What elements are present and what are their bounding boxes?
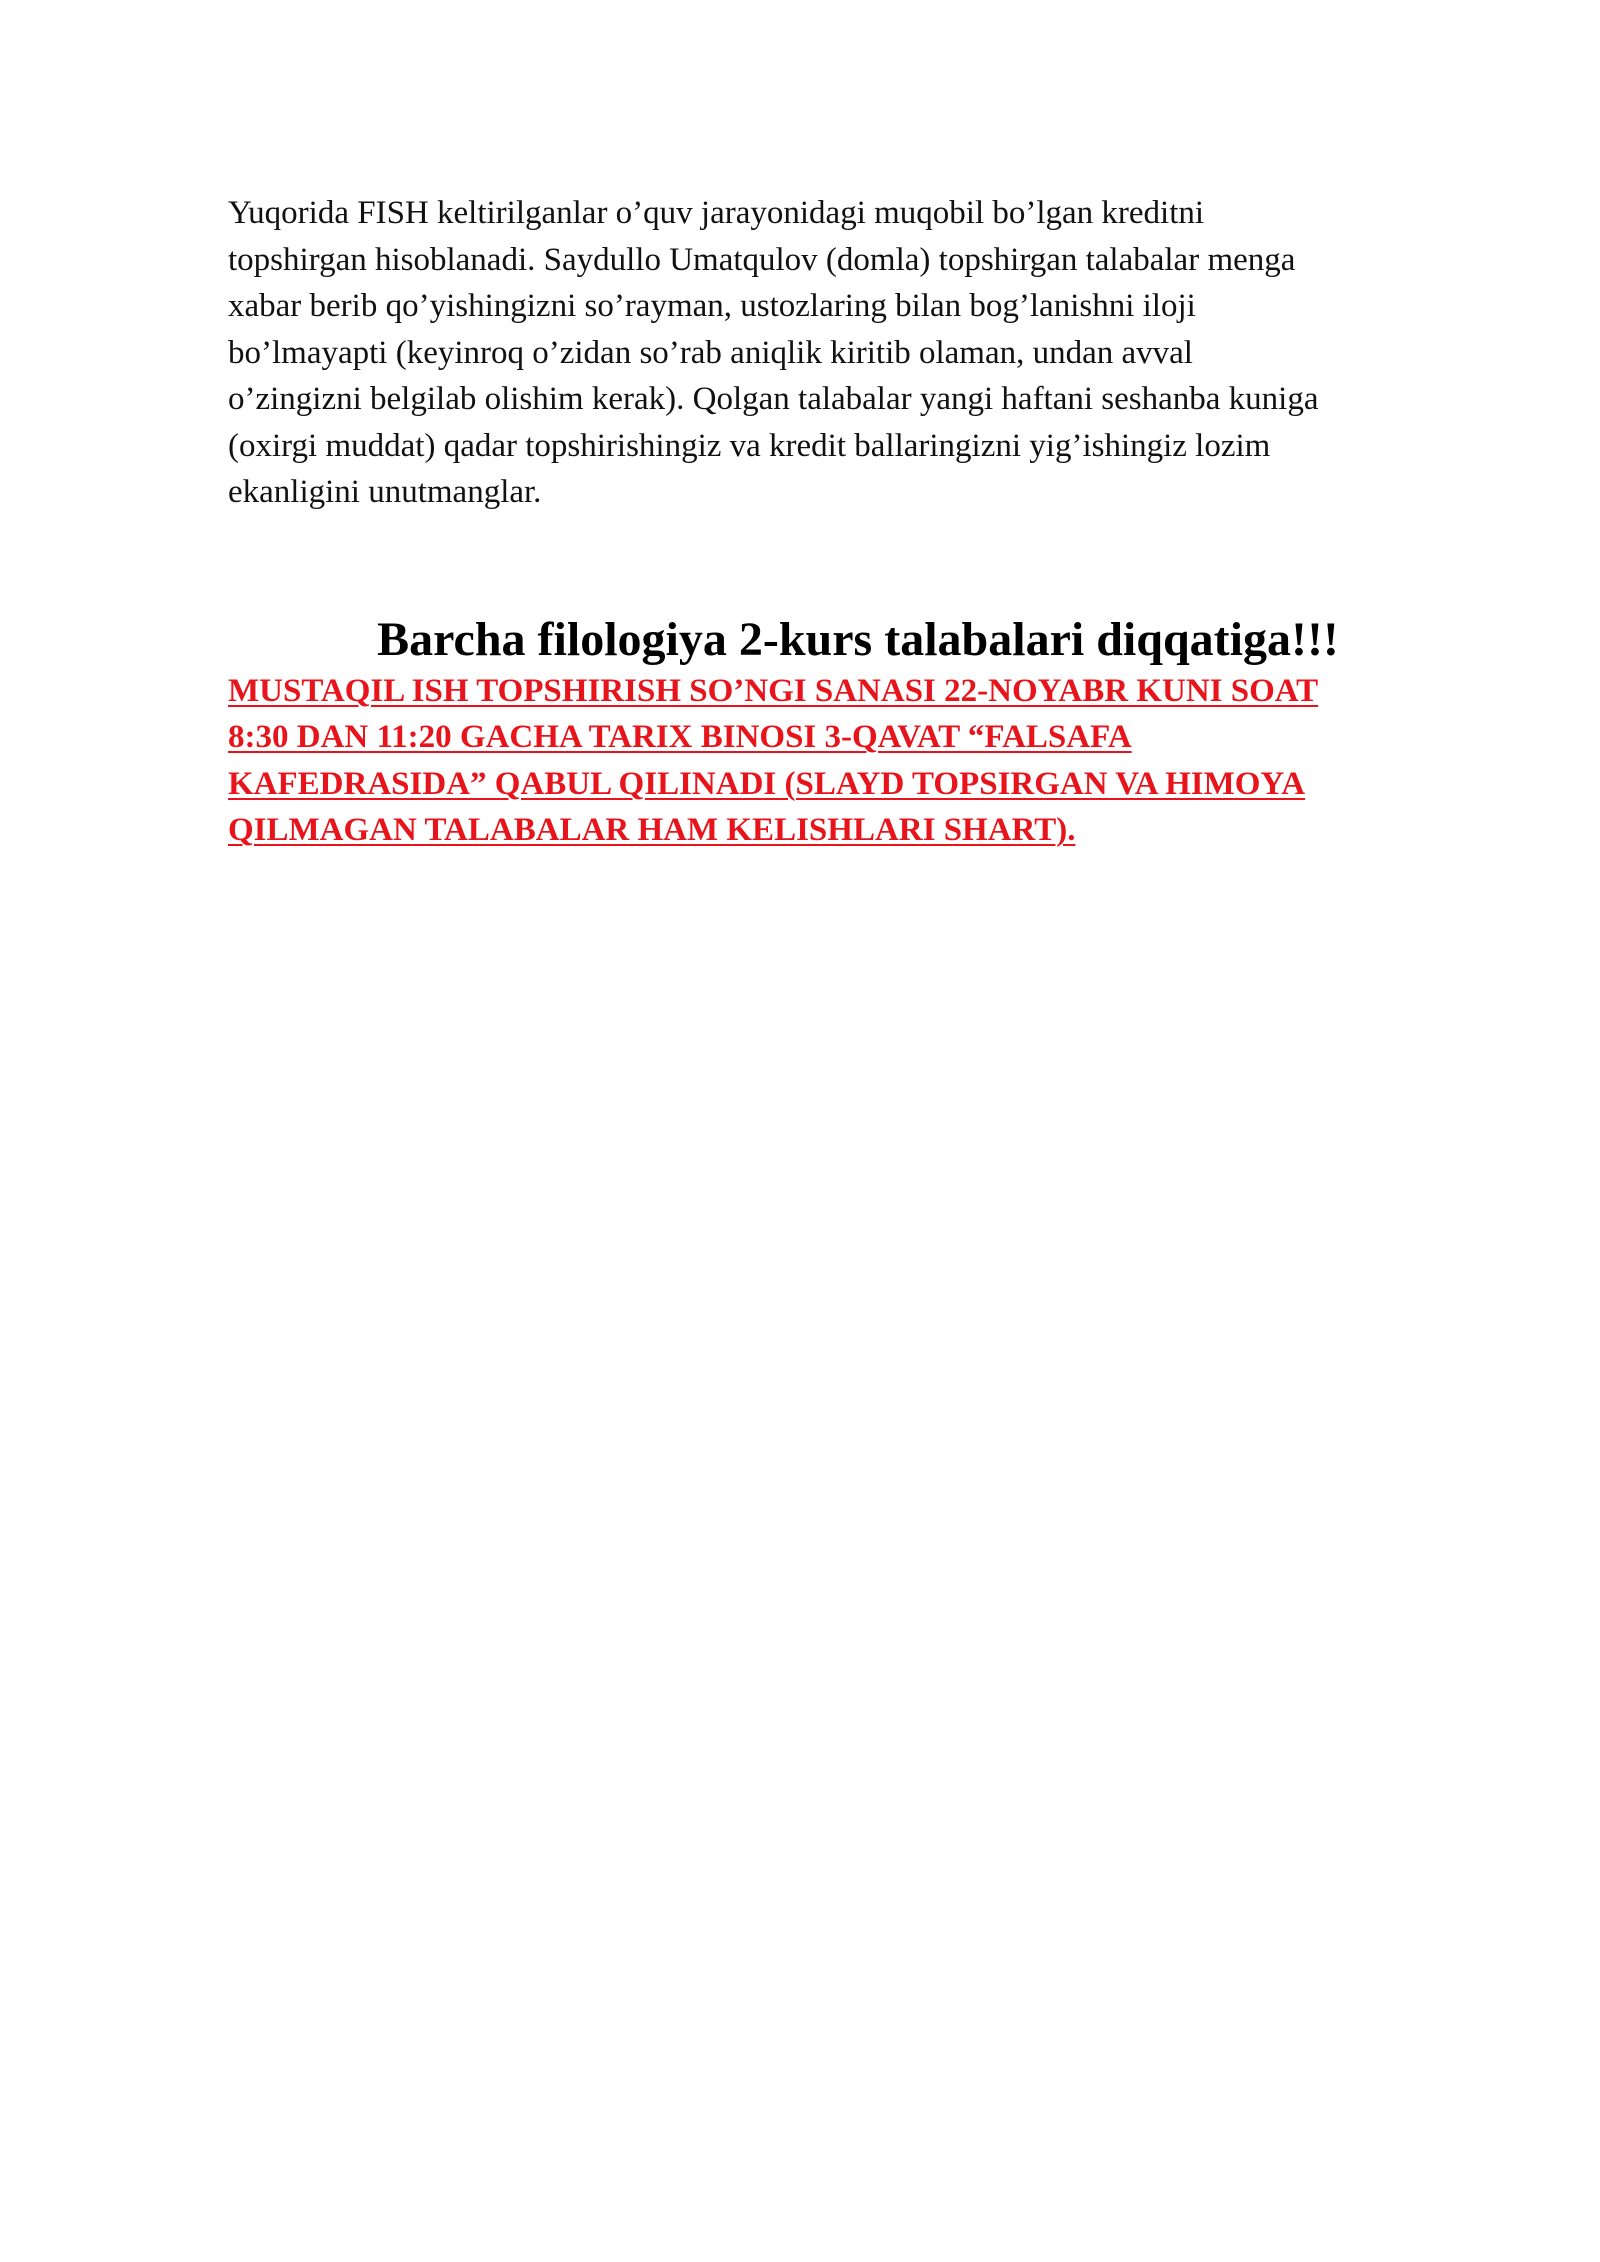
intro-line: ekanligini unutmanglar. — [228, 474, 542, 510]
intro-line: (oxirgi muddat) qadar topshirishingiz va kredit ballaringizni yig’ishingiz lozim — [228, 427, 1271, 464]
intro-line: Yuqorida FISH keltirilganlar o’quv jarayonidagi muqobil bo’lgan kreditni — [228, 195, 1205, 231]
notice-line: QILMAGAN TALABALAR HAM KELISHLARI SHART). — [228, 812, 1076, 848]
deadline-notice — [228, 668, 1488, 854]
intro-paragraph — [228, 190, 1488, 516]
document-body — [228, 190, 1488, 854]
notice-line: KAFEDRASIDA” QABUL QILINADI (SLAYD TOPSIRGAN VA HIMOYA — [228, 765, 1306, 802]
intro-line: o’zingizni belgilab olishim kerak). Qolgan talabalar yangi haftani seshanba kuniga — [228, 381, 1319, 417]
notice-line: MUSTAQIL ISH TOPSHIRISH SO’NGI SANASI 22-NOYABR KUNI SOAT — [228, 672, 1319, 709]
announcement-heading: Barcha filologiya 2-kurs talabalari diqqatiga!!! — [377, 612, 1339, 666]
intro-line: topshirgan hisoblanadi. Saydullo Umatqulov (domla) topshirgan talabalar menga — [228, 241, 1296, 278]
notice-line: 8:30 DAN 11:20 GACHA TARIX BINOSI 3-QAVAT “FALSAFA — [228, 719, 1132, 755]
intro-line: xabar berib qo’yishingizni so’rayman, ustozlaring bilan bog’lanishni iloji — [228, 288, 1196, 324]
intro-line: bo’lmayapti (keyinroq o’zidan so’rab aniqlik kiritib olaman, undan avval — [228, 334, 1193, 371]
